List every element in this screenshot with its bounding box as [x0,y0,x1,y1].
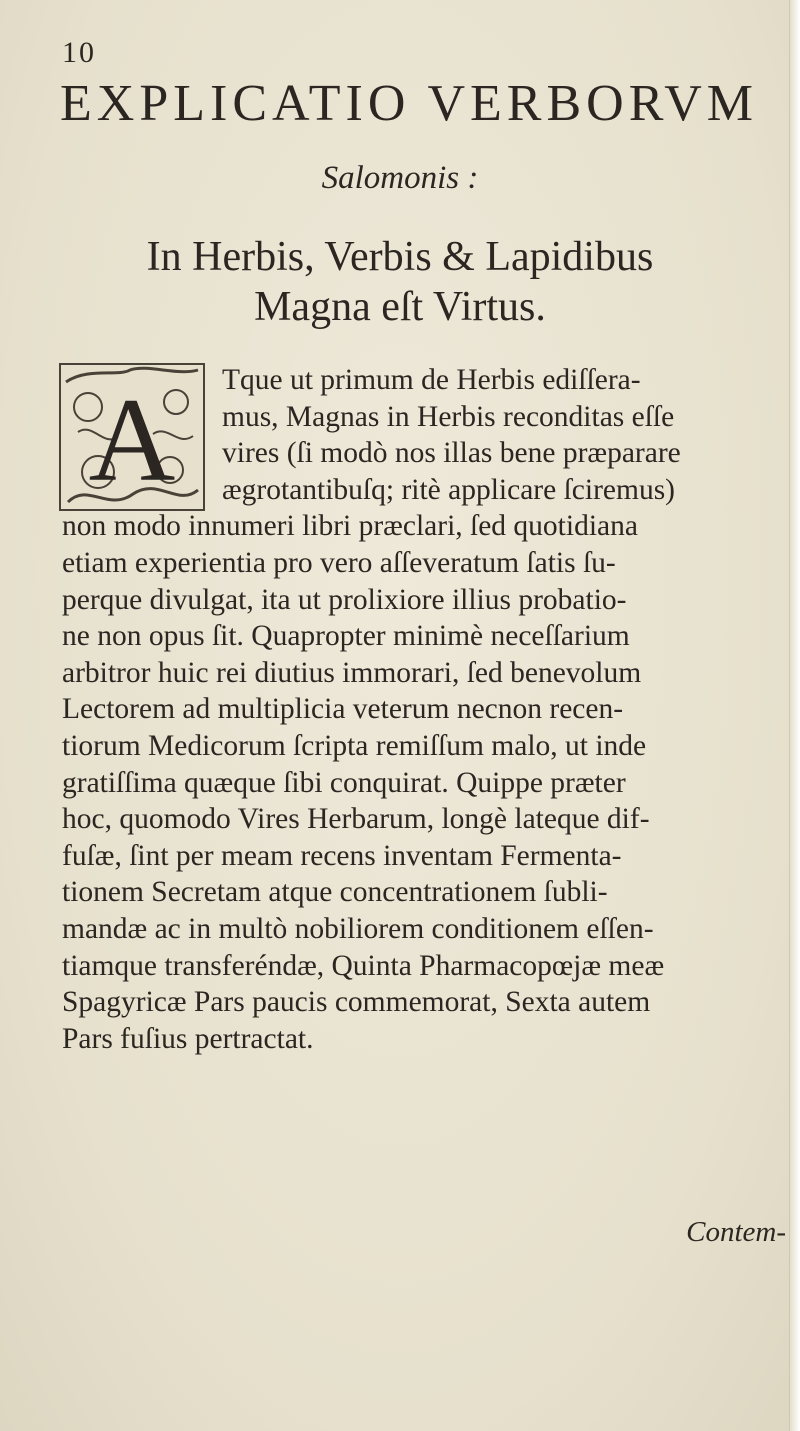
text-line: gratiſſima quæque ſibi conquirat. Quippe præter [62,766,626,799]
text-line: tiamque transferéndæ, Quinta Pharmacopœjæ meæ [62,949,665,982]
text-line: mus, Magnas in Herbis reconditas eſſe [222,400,675,433]
text-line: non modo innumeri libri præclari, ſed quotidiana [62,510,638,543]
heading-line-1: In Herbis, Verbis & Lapidibus [146,234,654,280]
text-line: Spagyricæ Pars paucis commemorat, Sexta autem [62,986,651,1019]
text-line: ne non opus ſit. Quapropter minimè neceſſarium [62,620,630,653]
text-line: Pars fuſius pertractat. [62,1022,314,1055]
running-title: EXPLICATIO VERBORVM [60,75,759,132]
text-line: hoc, quomodo Vires Herbarum, longè lateque dif- [62,803,650,836]
heading-line-2: Magna eſt Virtus. [254,284,546,330]
initial-letter: A [88,373,176,506]
subtitle: Salomonis : [321,160,479,196]
body-text [62,362,792,1057]
text-line: Lectorem ad multiplicia veterum necnon recen- [62,693,624,726]
text-line: etiam experientia pro vero aſſeveratum ſatis ſu- [62,546,616,579]
text-line: arbitror huic rei diutius immorari, ſed benevolum [62,656,642,689]
text-line: ægrotantibuſq; ritè applicare ſciremus) [222,473,676,506]
text-line: fuſæ, ſint per meam recens inventam Fermenta- [62,839,622,872]
section-heading [0,232,800,332]
text-line: perque divulgat, ita ut prolixiore illius probatio- [62,583,627,616]
text-line: tiorum Medicorum ſcripta remiſſum malo, ut inde [62,729,647,762]
text-line: Tque ut primum de Herbis ediſſera- [222,364,641,396]
catchword: Contem- [686,1216,786,1248]
text-line: vires (ſi modò nos illas bene præparare [222,437,681,470]
page-number: 10 [62,36,96,69]
text-line: tionem Secretam atque concentrationem ſubli- [62,876,608,909]
text-line: mandæ ac in multò nobiliorem conditionem eſſen- [62,912,654,945]
